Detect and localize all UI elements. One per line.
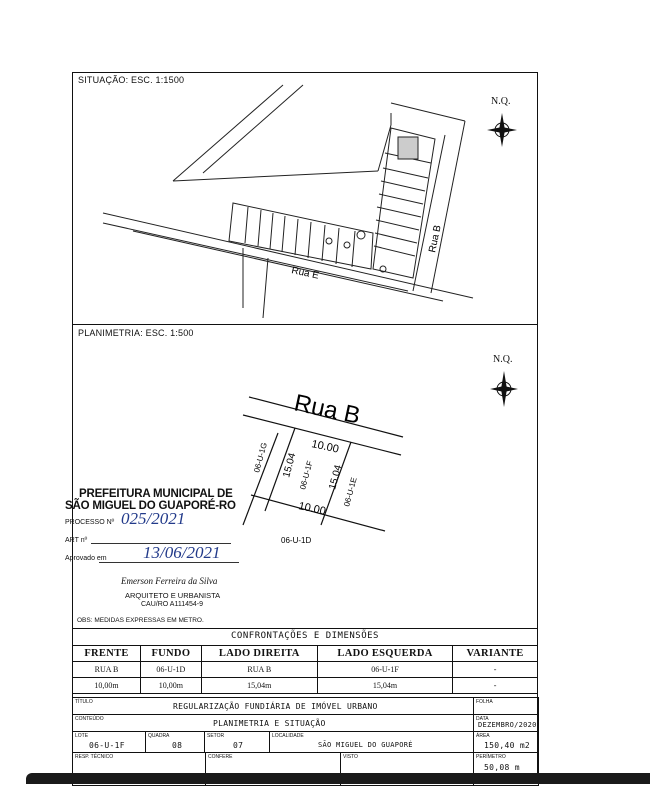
field-caption: CONTEÚDO [75,716,104,722]
lot-id-label: 06-U-1F [298,459,315,491]
stamp-line2: SÃO MIGUEL DO GUAPORÉ-RO [65,500,236,512]
lot-left-dimension: 15.04 [281,451,299,479]
quadra-value: 08 [172,741,183,750]
area-value: 150,40 m2 [484,741,531,750]
field-caption: TÍTULO [75,699,93,705]
table-row [73,662,538,678]
table-cell: 15,04m [317,678,452,694]
north-arrow-icon [485,111,519,149]
table-cell: 10,00m [141,678,202,694]
field-caption: LOTE [75,733,89,739]
dimensions-title: CONFRONTAÇÕES E DIMENSÕES [231,631,379,641]
lot-bottom-dimension: 10.00 [297,500,327,518]
art-label: ART nº [65,537,88,544]
perimetro-value: 50,08 m [484,763,520,772]
header-fundo: FUNDO [141,646,202,662]
situacao-north-label: N.Q. [491,96,511,107]
table-divider [73,628,537,629]
table-cell: - [453,678,538,694]
table-cell: 06-U-1F [317,662,452,678]
folha-box [473,697,539,715]
table-cell: RUA B [73,662,141,678]
lote-value: 06-U-1F [89,741,125,750]
situacao-map [73,73,539,325]
header-lado-esquerda: LADO ESQUERDA [317,646,452,662]
field-caption: CONFERE [208,754,233,760]
data-value: DEZEMBRO/2020 [478,721,537,729]
data-box [473,714,539,732]
neighbor-bottom-label: 06-U-1D [281,536,312,545]
processo-label: PROCESSO Nº [65,519,115,526]
neighbor-left-label: 06-U-1G [252,441,269,474]
aprovado-value: 13/06/2021 [143,543,221,562]
field-caption: SETOR [207,733,225,739]
street-b-label: Rua B [427,224,444,254]
field-caption: ÁREA [476,733,490,739]
quadra-box [145,731,205,753]
field-caption: DATA [476,716,489,722]
signer-name: Emerson Ferreira da Silva [121,576,218,586]
table-cell: RUA B [201,662,317,678]
scanner-edge [26,773,650,784]
field-caption: LOCALIDADE [272,733,304,739]
area-box [473,731,539,753]
aprovado-line [99,562,239,563]
planimetria-street-label: Rua B [291,389,363,430]
stamp-line1: PREFEITURA MUNICIPAL DE [79,488,233,500]
lot-top-dimension: 10.00 [310,438,340,456]
header-variante: VARIANTE [453,646,538,662]
planimetria-north-label: N.Q. [493,354,513,365]
aprovado-label: Aprovado em [65,555,107,562]
table-row [73,678,538,694]
planimetria-label: PLANIMETRIA: ESC. 1:500 [78,328,194,338]
situacao-label: SITUAÇÃO: ESC. 1:1500 [78,75,185,85]
setor-box [204,731,270,753]
conteudo-box [72,714,474,732]
table-cell: 10,00m [73,678,141,694]
header-frente: FRENTE [73,646,141,662]
table-cell: 15,04m [201,678,317,694]
table-cell: - [453,662,538,678]
obs-note: OBS: MEDIDAS EXPRESSAS EM METRO. [77,617,204,624]
conteudo-value: PLANIMETRIA E SITUAÇÃO [213,719,326,728]
processo-value: 025/2021 [121,509,186,528]
field-caption: QUADRA [148,733,170,739]
table-cell: 06-U-1D [141,662,202,678]
field-caption: FOLHA [476,699,493,705]
lot-right-dimension: 15.04 [327,463,345,491]
signer-title: ARQUITETO E URBANISTA [125,591,221,600]
lote-box [72,731,146,753]
drawing-sheet [65,72,538,784]
setor-value: 07 [233,741,244,750]
field-caption: VISTO [343,754,358,760]
neighbor-right-label: 06-U-1E [342,476,359,508]
field-caption: PERÍMETRO [476,754,506,760]
header-lado-direita: LADO DIREITA [201,646,317,662]
titulo-value: REGULARIZAÇÃO FUNDIÁRIA DE IMÓVEL URBANO [173,702,378,711]
dimensions-table [72,645,538,694]
localidade-value: SÃO MIGUEL DO GUAPORÉ [318,741,413,749]
street-e-label: Rua E [290,265,320,282]
titulo-box [72,697,474,715]
signer-cau: CAU/RO A111454-9 [141,601,203,608]
field-caption: RESP. TÉCNICO [75,754,114,760]
localidade-box [269,731,474,753]
